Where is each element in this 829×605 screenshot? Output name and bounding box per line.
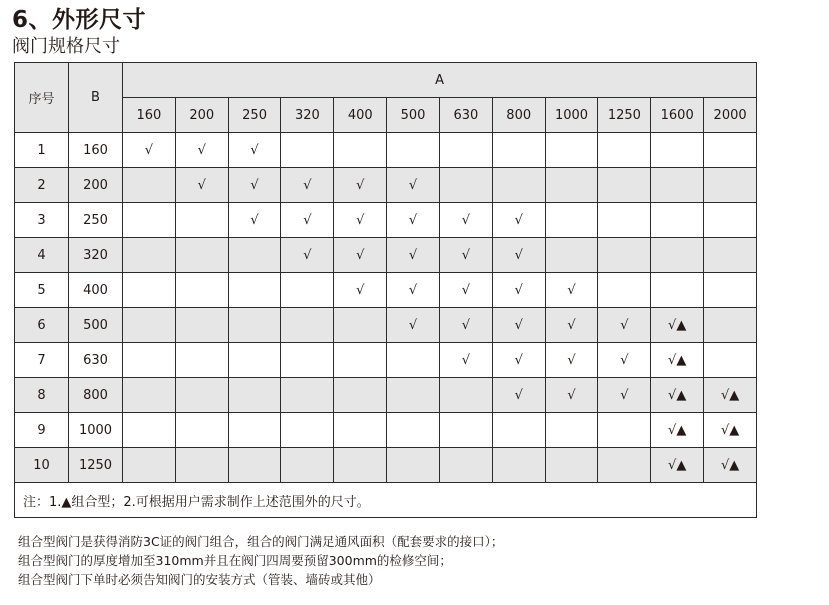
size-cell: √ — [492, 203, 545, 238]
size-cell — [334, 133, 387, 168]
size-cell — [281, 448, 334, 483]
header-a-value: 200 — [175, 98, 228, 133]
size-cell — [175, 308, 228, 343]
size-cell — [651, 273, 704, 308]
size-cell — [598, 203, 651, 238]
size-cell — [545, 238, 598, 273]
size-cell: √ — [545, 273, 598, 308]
size-cell: √ — [492, 343, 545, 378]
size-cell: √ — [334, 168, 387, 203]
size-cell: √ — [439, 203, 492, 238]
size-cell: √ — [492, 378, 545, 413]
row-index: 1 — [15, 133, 69, 168]
size-cell — [492, 448, 545, 483]
size-cell: √▲ — [651, 308, 704, 343]
size-cell — [439, 448, 492, 483]
size-cell: √ — [598, 343, 651, 378]
size-cell — [492, 168, 545, 203]
row-index: 9 — [15, 413, 69, 448]
row-b-value: 630 — [69, 343, 123, 378]
row-index: 2 — [15, 168, 69, 203]
header-a-value: 320 — [281, 98, 334, 133]
size-cell: √▲ — [704, 448, 757, 483]
size-cell: √▲ — [651, 413, 704, 448]
size-cell: √ — [387, 273, 440, 308]
table-row — [15, 378, 757, 413]
size-cell — [387, 343, 440, 378]
size-cell: √▲ — [651, 343, 704, 378]
size-cell — [281, 273, 334, 308]
table-body — [15, 133, 757, 483]
size-cell — [492, 133, 545, 168]
size-cell: √ — [175, 168, 228, 203]
row-b-value: 1000 — [69, 413, 123, 448]
size-cell — [704, 308, 757, 343]
size-cell — [704, 273, 757, 308]
size-cell: √ — [492, 308, 545, 343]
size-cell: √ — [545, 343, 598, 378]
size-cell — [334, 448, 387, 483]
size-cell — [598, 273, 651, 308]
size-cell — [281, 343, 334, 378]
size-cell — [545, 413, 598, 448]
header-index: 序号 — [15, 63, 69, 133]
size-cell: √ — [387, 238, 440, 273]
size-cell — [123, 238, 176, 273]
size-cell — [387, 413, 440, 448]
size-cell — [545, 448, 598, 483]
row-b-value: 400 — [69, 273, 123, 308]
size-cell: √ — [492, 238, 545, 273]
row-b-value: 160 — [69, 133, 123, 168]
remark-line: 组合型阀门下单时必须告知阀门的安装方式（管装、墙砖或其他） — [18, 572, 381, 587]
table-row — [15, 203, 757, 238]
size-cell — [228, 308, 281, 343]
size-cell — [175, 448, 228, 483]
table-title: 阀门规格尺寸 — [12, 36, 120, 57]
valve-size-table — [14, 62, 757, 518]
size-cell: √▲ — [704, 413, 757, 448]
remark-line: 组合型阀门的厚度增加至310mm并且在阀门四周要预留300mm的检修空间； — [18, 553, 452, 568]
size-cell — [281, 308, 334, 343]
row-index: 7 — [15, 343, 69, 378]
remarks — [18, 532, 503, 589]
size-cell — [439, 133, 492, 168]
size-cell — [123, 448, 176, 483]
header-a-value: 2000 — [704, 98, 757, 133]
header-a-value: 800 — [492, 98, 545, 133]
size-cell: √ — [545, 308, 598, 343]
header-a: A — [123, 63, 757, 98]
row-b-value: 320 — [69, 238, 123, 273]
size-cell — [704, 343, 757, 378]
size-cell: √ — [228, 203, 281, 238]
size-cell — [598, 238, 651, 273]
size-cell — [123, 343, 176, 378]
size-cell: √ — [334, 203, 387, 238]
table-row — [15, 133, 757, 168]
table-note: 注：1.▲组合型；2.可根据用户需求制作上述范围外的尺寸。 — [15, 483, 757, 518]
size-cell — [651, 168, 704, 203]
size-cell — [598, 448, 651, 483]
size-cell — [598, 133, 651, 168]
size-cell — [545, 203, 598, 238]
size-cell — [175, 238, 228, 273]
size-cell — [439, 378, 492, 413]
size-cell: √▲ — [704, 378, 757, 413]
size-cell — [439, 168, 492, 203]
size-cell — [334, 343, 387, 378]
row-index: 4 — [15, 238, 69, 273]
size-cell — [334, 378, 387, 413]
size-cell: √ — [439, 273, 492, 308]
size-cell — [228, 378, 281, 413]
table-row — [15, 308, 757, 343]
size-cell — [704, 203, 757, 238]
header-a-value: 630 — [439, 98, 492, 133]
section-heading: 6、外形尺寸 — [12, 7, 147, 33]
header-a-value: 160 — [123, 98, 176, 133]
header-a-value: 400 — [334, 98, 387, 133]
size-cell — [175, 378, 228, 413]
size-cell — [545, 133, 598, 168]
size-cell — [704, 168, 757, 203]
table-row — [15, 413, 757, 448]
size-cell — [651, 203, 704, 238]
row-index: 5 — [15, 273, 69, 308]
size-cell: √▲ — [651, 378, 704, 413]
size-cell — [545, 168, 598, 203]
size-cell — [334, 308, 387, 343]
a-values-row — [15, 98, 757, 133]
remark-line: 组合型阀门是获得消防3C证的阀门组合，组合的阀门满足通风面积（配套要求的接口）； — [18, 534, 504, 549]
size-cell — [598, 413, 651, 448]
size-cell: √ — [123, 133, 176, 168]
row-index: 6 — [15, 308, 69, 343]
size-cell: √ — [175, 133, 228, 168]
header-a-value: 500 — [387, 98, 440, 133]
size-cell: √ — [228, 133, 281, 168]
size-cell — [175, 413, 228, 448]
size-cell: √▲ — [651, 448, 704, 483]
row-index: 3 — [15, 203, 69, 238]
size-cell — [281, 378, 334, 413]
size-cell: √ — [439, 238, 492, 273]
size-cell — [704, 133, 757, 168]
header-a-value: 1250 — [598, 98, 651, 133]
table-row — [15, 238, 757, 273]
size-cell — [175, 273, 228, 308]
size-cell: √ — [439, 308, 492, 343]
row-b-value: 250 — [69, 203, 123, 238]
size-cell — [387, 378, 440, 413]
size-cell — [387, 133, 440, 168]
size-cell — [228, 343, 281, 378]
size-cell — [439, 413, 492, 448]
size-cell — [704, 238, 757, 273]
size-cell: √ — [439, 343, 492, 378]
size-cell — [228, 273, 281, 308]
size-cell — [651, 238, 704, 273]
size-cell — [228, 238, 281, 273]
size-cell: √ — [387, 308, 440, 343]
size-cell — [123, 308, 176, 343]
size-cell — [175, 203, 228, 238]
table-row — [15, 343, 757, 378]
size-cell: √ — [281, 168, 334, 203]
size-cell — [492, 413, 545, 448]
size-cell — [123, 273, 176, 308]
size-cell: √ — [228, 168, 281, 203]
size-cell — [281, 413, 334, 448]
size-cell — [175, 343, 228, 378]
size-cell — [123, 203, 176, 238]
size-cell: √ — [598, 378, 651, 413]
size-cell — [228, 413, 281, 448]
size-cell — [387, 448, 440, 483]
size-cell: √ — [387, 168, 440, 203]
size-cell: √ — [334, 238, 387, 273]
header-a-value: 1600 — [651, 98, 704, 133]
row-b-value: 1250 — [69, 448, 123, 483]
table-row — [15, 448, 757, 483]
size-cell: √ — [281, 238, 334, 273]
size-cell — [228, 448, 281, 483]
size-cell — [334, 413, 387, 448]
row-b-value: 800 — [69, 378, 123, 413]
row-b-value: 200 — [69, 168, 123, 203]
header-b: B — [69, 63, 123, 133]
header-a-value: 250 — [228, 98, 281, 133]
size-cell: √ — [545, 378, 598, 413]
size-cell: √ — [334, 273, 387, 308]
row-index: 8 — [15, 378, 69, 413]
header-a-value: 1000 — [545, 98, 598, 133]
row-index: 10 — [15, 448, 69, 483]
size-cell: √ — [281, 203, 334, 238]
table-row — [15, 273, 757, 308]
size-cell — [123, 413, 176, 448]
table-row — [15, 168, 757, 203]
size-cell — [123, 378, 176, 413]
size-cell: √ — [598, 308, 651, 343]
size-cell: √ — [387, 203, 440, 238]
size-cell — [281, 133, 334, 168]
size-cell — [651, 133, 704, 168]
row-b-value: 500 — [69, 308, 123, 343]
size-cell — [598, 168, 651, 203]
size-cell: √ — [492, 273, 545, 308]
size-cell — [123, 168, 176, 203]
